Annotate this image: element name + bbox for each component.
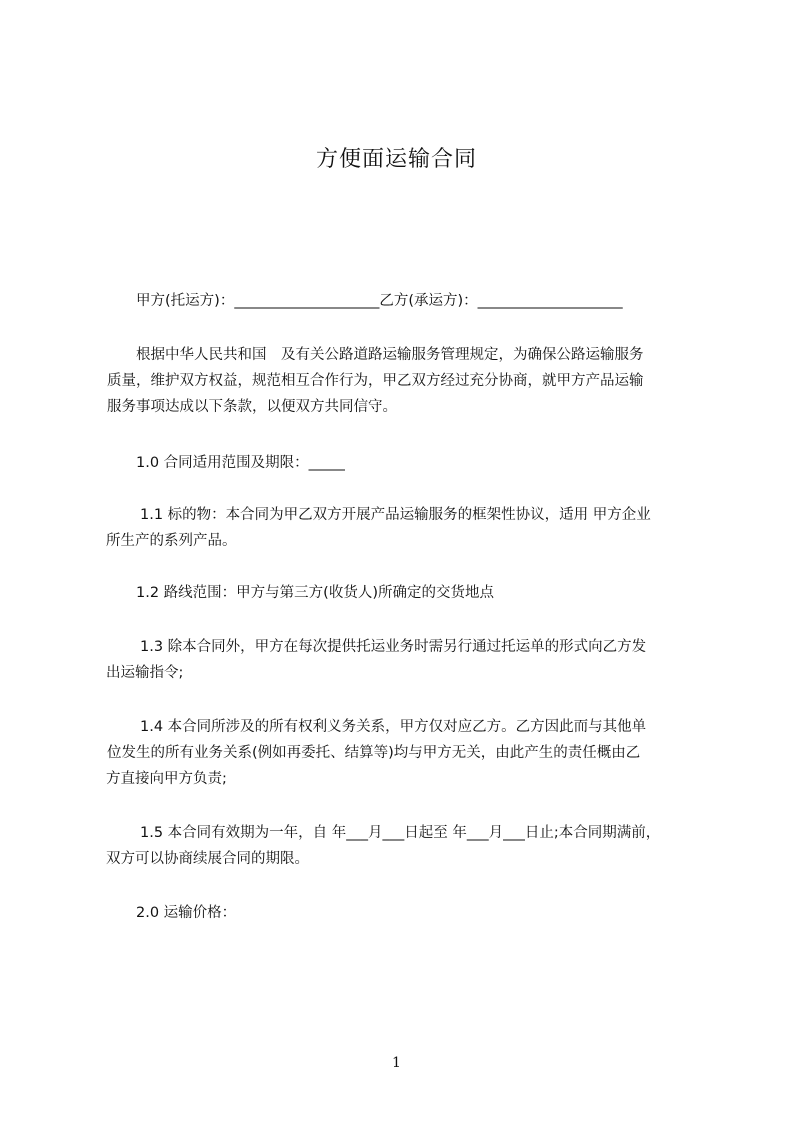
page-number: 1 <box>392 1055 401 1071</box>
clause-1-0-text: 1.0 合同适用范围及期限：_____ <box>136 455 345 471</box>
clause-1-4-line-1: 1.4 本合同所涉及的所有权利义务关系，甲方仅对应乙方。乙方因此而与其他单 <box>140 719 647 735</box>
clause-1-1-line-1: 1.1 标的物：本合同为甲乙双方开展产品运输服务的框架性协议，适用 甲方企业 <box>140 507 651 523</box>
intro-paragraph <box>106 342 718 420</box>
clause-1-5-line-2: 双方可以协商续展合同的期限。 <box>106 851 309 867</box>
clause-1-4-line-3: 方直接向甲方负责; <box>106 771 227 787</box>
clause-1-0 <box>106 450 718 476</box>
parties-line <box>106 288 718 314</box>
clause-1-5 <box>106 820 718 872</box>
clause-1-4-line-2: 位发生的所有业务关系(例如再委托、结算等)均与甲方无关，由此产生的责任概由乙 <box>107 745 641 761</box>
clause-2-0-text: 2.0 运输价格： <box>136 905 237 921</box>
document-title: 方便面运输合同 <box>315 147 477 172</box>
clause-1-1 <box>106 502 718 554</box>
clause-1-1-line-2: 所生产的系列产品。 <box>106 533 237 549</box>
parties-text: 甲方(托运方)：____________________乙方(承运方)：____________________ <box>136 293 623 309</box>
clause-1-3-line-1: 1.3 除本合同外，甲方在每次提供托运业务时需另行通过托运单的形式向乙方发 <box>140 639 647 655</box>
intro-line-3: 服务事项达成以下条款，以便双方共同信守。 <box>107 399 397 415</box>
clause-1-5-line-1: 1.5 本合同有效期为一年，自 年___月___日起至 年___月___日止;本合同期满前， <box>140 825 661 841</box>
clause-1-3-line-2: 出运输指令; <box>106 665 184 681</box>
intro-line-2: 质量，维护双方权益，规范相互合作行为，甲乙双方经过充分协商，就甲方产品运输 <box>107 373 644 389</box>
clause-1-3 <box>106 634 718 686</box>
clause-1-4 <box>106 714 718 792</box>
clause-2-0 <box>106 900 718 926</box>
intro-line-1: 根据中华人民共和国 及有关公路道路运输服务管理规定，为确保公路运输服务 <box>136 347 644 363</box>
clause-1-2 <box>106 580 718 606</box>
clause-1-2-text: 1.2 路线范围：甲方与第三方(收货人)所确定的交货地点 <box>136 585 494 601</box>
